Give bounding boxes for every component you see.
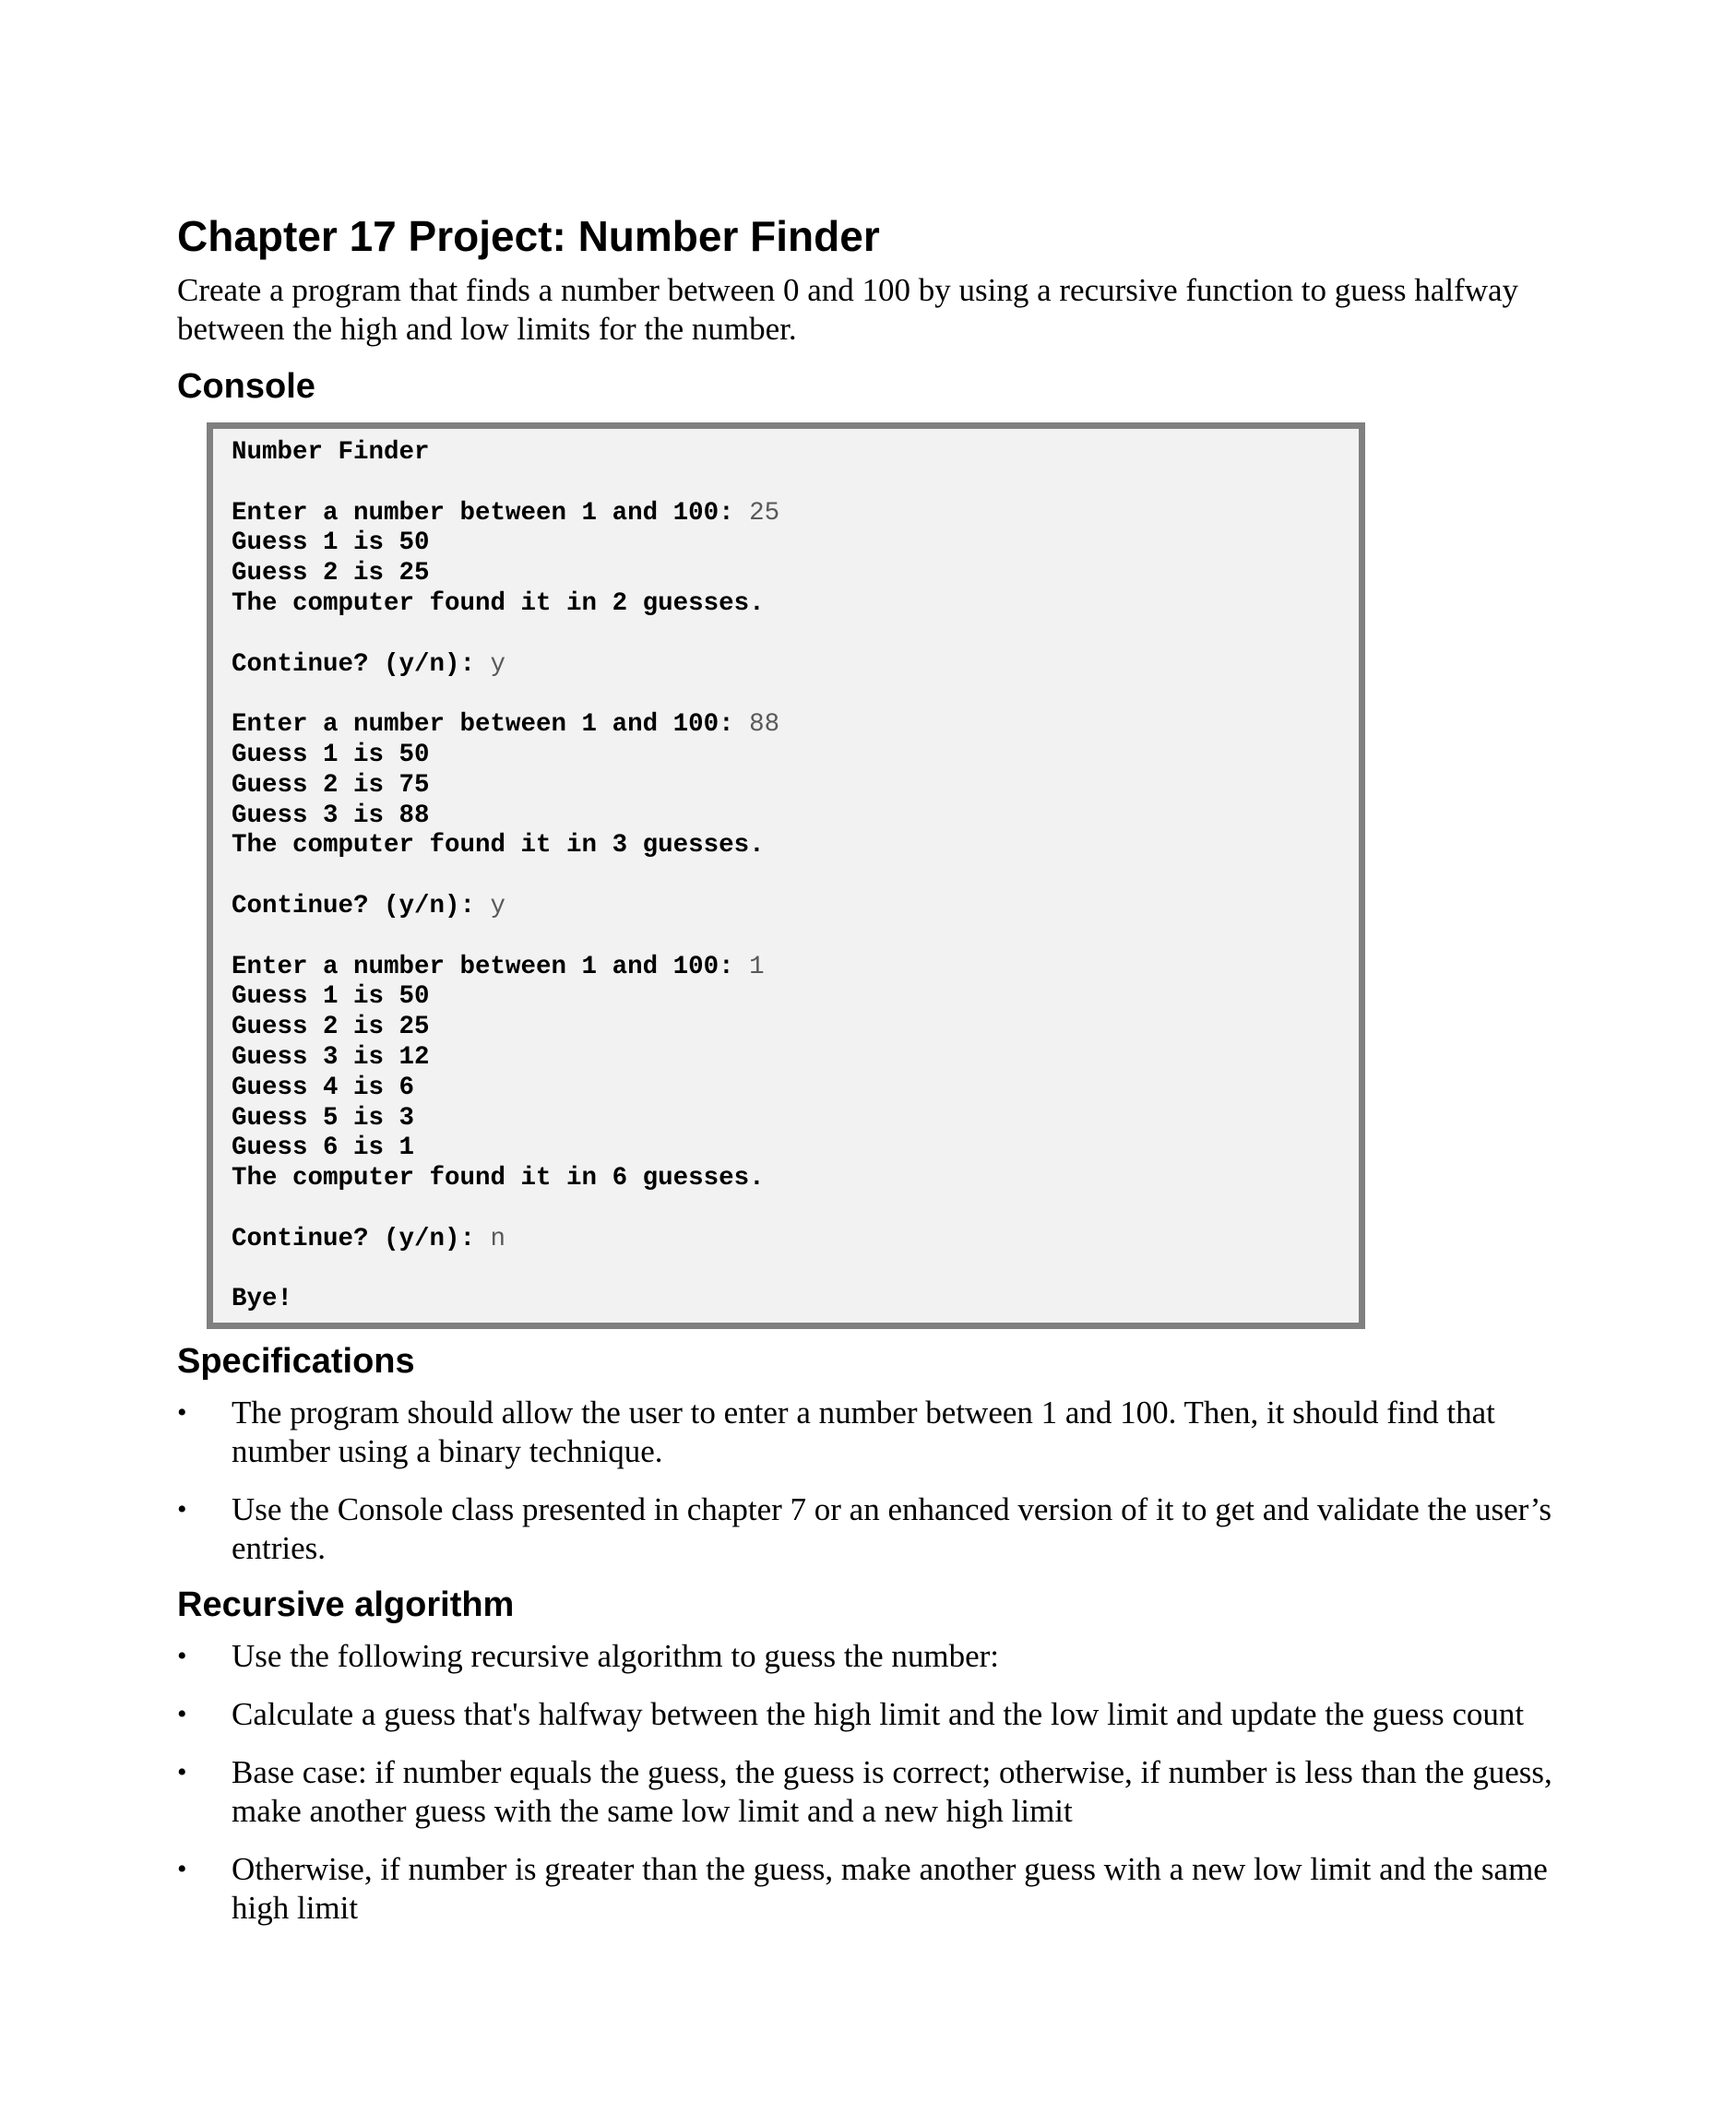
- console-user-input: 1: [749, 952, 765, 981]
- console-line: [232, 499, 1340, 529]
- console-line: [232, 438, 1340, 469]
- console-line: [232, 741, 1340, 771]
- algorithm-list: [177, 1637, 1598, 1928]
- intro-paragraph: Create a program that finds a number between 0 and 100 by using a recursive function to guess halfway between the high and low limits for the number.: [177, 272, 1519, 347]
- console-line: [232, 1074, 1340, 1104]
- page-title: Chapter 17 Project: Number Finder: [177, 212, 880, 260]
- bullet-icon: •: [177, 1494, 187, 1525]
- console-prompt-text: The computer found it in 6 guesses.: [232, 1164, 765, 1193]
- algorithm-step-text: Calculate a guess that's halfway between the high limit and the low limit and update the guess count: [232, 1696, 1525, 1733]
- bullet-icon: •: [177, 1699, 187, 1730]
- console-prompt-text: Bye!: [232, 1285, 293, 1314]
- console-line: [232, 710, 1340, 741]
- console-line: [232, 953, 1340, 983]
- document-page: [177, 210, 1598, 1947]
- console-line: [232, 1104, 1340, 1134]
- console-user-input: y: [490, 891, 506, 920]
- algorithm-step: [177, 1695, 1598, 1734]
- algorithm-step: [177, 1850, 1598, 1928]
- console-prompt-text: Guess 4 is 6: [232, 1073, 415, 1102]
- bullet-icon: •: [177, 1854, 187, 1885]
- console-line: [232, 982, 1340, 1013]
- console-user-input: 25: [749, 498, 780, 528]
- console-line: [232, 1134, 1340, 1164]
- console-prompt-text: Enter a number between 1 and 100:: [232, 498, 750, 528]
- specification-item-text: Use the Console class presented in chapter 7 or an enhanced version of it to get and validate the user’s entries.: [232, 1491, 1552, 1567]
- algorithm-heading: Recursive algorithm: [177, 1585, 515, 1625]
- console-line: [232, 801, 1340, 832]
- console-line: [232, 861, 1340, 892]
- bullet-icon: •: [177, 1641, 187, 1672]
- algorithm-step-text: Base case: if number equals the guess, the guess is correct; otherwise, if number is less than the guess, make another guess with the same low limit and a new high limit: [232, 1754, 1552, 1830]
- algorithm-step: [177, 1637, 1598, 1676]
- console-line: [232, 1043, 1340, 1074]
- console-line: [232, 469, 1340, 499]
- console-line: [232, 1013, 1340, 1043]
- console-line: [232, 1255, 1340, 1286]
- console-user-input: n: [490, 1224, 506, 1253]
- console-prompt-text: Enter a number between 1 and 100:: [232, 952, 750, 981]
- algorithm-step-text: Otherwise, if number is greater than the guess, make another guess with a new low limit and the same high limit: [232, 1851, 1548, 1927]
- console-output: [207, 422, 1365, 1329]
- console-prompt-text: Guess 3 is 88: [232, 801, 430, 830]
- console-prompt-text: Guess 5 is 3: [232, 1103, 415, 1133]
- specification-item: [177, 1394, 1598, 1471]
- console-line: [232, 831, 1340, 861]
- console-heading: Console: [177, 367, 315, 406]
- console-line: [232, 922, 1340, 953]
- console-prompt-text: Guess 2 is 75: [232, 770, 430, 800]
- console-line: [232, 528, 1340, 559]
- console-line: [232, 1194, 1340, 1225]
- console-prompt-text: The computer found it in 2 guesses.: [232, 588, 765, 618]
- console-line: [232, 892, 1340, 922]
- specifications-list: [177, 1394, 1598, 1568]
- algorithm-step: [177, 1753, 1598, 1831]
- console-line: [232, 680, 1340, 710]
- algorithm-step-text: Use the following recursive algorithm to guess the number:: [232, 1638, 1000, 1675]
- console-prompt-text: Continue? (y/n):: [232, 891, 491, 920]
- console-line: [232, 1285, 1340, 1315]
- specification-item-text: The program should allow the user to enter a number between 1 and 100. Then, it should find that number using a binary technique.: [232, 1395, 1495, 1470]
- bullet-icon: •: [177, 1397, 187, 1429]
- console-prompt-text: Number Finder: [232, 438, 430, 467]
- console-prompt-text: Guess 1 is 50: [232, 528, 430, 558]
- specification-item: [177, 1490, 1598, 1568]
- console-prompt-text: Guess 2 is 25: [232, 559, 430, 588]
- console-prompt-text: Guess 3 is 12: [232, 1042, 430, 1072]
- bullet-icon: •: [177, 1757, 187, 1788]
- console-prompt-text: Enter a number between 1 and 100:: [232, 710, 750, 740]
- console-user-input: 88: [749, 710, 780, 740]
- console-line: [232, 620, 1340, 650]
- console-user-input: y: [490, 649, 506, 679]
- console-line: [232, 1225, 1340, 1255]
- console-prompt-text: The computer found it in 3 guesses.: [232, 831, 765, 861]
- console-line: [232, 559, 1340, 589]
- console-prompt-text: Guess 1 is 50: [232, 982, 430, 1012]
- console-line: [232, 1164, 1340, 1194]
- console-prompt-text: Continue? (y/n):: [232, 649, 491, 679]
- console-prompt-text: Continue? (y/n):: [232, 1224, 491, 1253]
- specifications-heading: Specifications: [177, 1342, 415, 1382]
- console-line: [232, 650, 1340, 681]
- console-prompt-text: Guess 2 is 25: [232, 1013, 430, 1042]
- console-line: [232, 771, 1340, 801]
- console-line: [232, 589, 1340, 620]
- console-prompt-text: Guess 1 is 50: [232, 740, 430, 769]
- console-prompt-text: Guess 6 is 1: [232, 1134, 415, 1163]
